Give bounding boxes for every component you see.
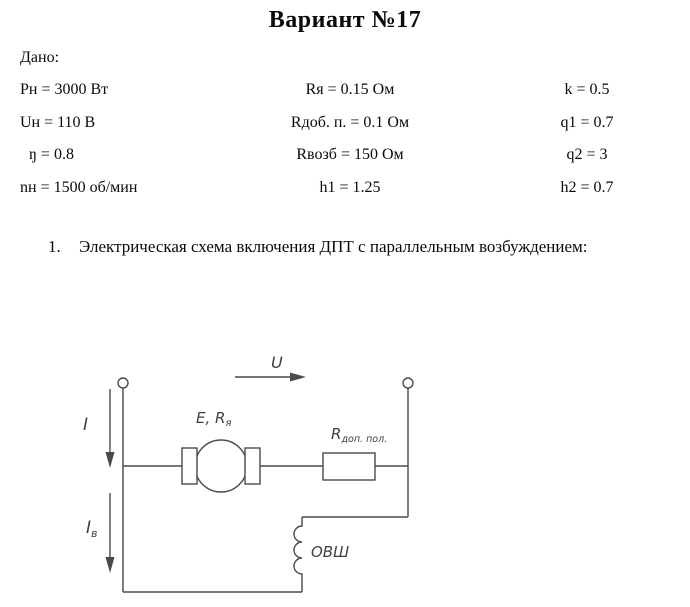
given-value-additional-resistance: Rдоб. п. = 0.1 Ом [290, 113, 410, 131]
field-winding-coil-icon [294, 517, 302, 592]
line-current-arrow-icon [106, 452, 115, 468]
armature-label: E, $R_я$ [196, 409, 232, 429]
voltage-arrow-icon [290, 373, 306, 382]
given-value-power: Рн = 3000 Вт [20, 81, 109, 98]
given-value-h1: h1 = 1.25 [319, 178, 381, 196]
section-heading [48, 237, 588, 257]
motor-armature-icon [195, 440, 247, 492]
page-title: Вариант №17 [268, 7, 422, 33]
line-current-label: I [83, 415, 89, 435]
brush-right-icon [245, 448, 260, 484]
given-value-h2: h2 = 0.7 [560, 178, 614, 196]
given-value-efficiency: ŋ = 0.8 [29, 146, 74, 163]
given-column-right [487, 74, 687, 204]
given-value-armature-resistance: Rя = 0.15 Ом [305, 81, 395, 98]
given-value-excitation-resistance: Rвозб = 150 Ом [296, 146, 404, 163]
circuit-diagram [50, 335, 450, 607]
brush-left-icon [182, 448, 197, 484]
left-terminal-icon [118, 378, 128, 388]
given-column-left [20, 74, 137, 204]
given-value-q2: q2 = 3 [566, 146, 608, 163]
section-title: Электрическая схема включения ДПТ с параллельным возбуждением: [79, 237, 588, 256]
field-current-arrow-icon [106, 557, 115, 573]
series-resistor-label: $R_{доп. пол.}$ [331, 425, 388, 445]
voltage-label: U [271, 353, 283, 372]
given-value-voltage: Uн = 110 В [20, 113, 96, 131]
given-value-k: k = 0.5 [564, 81, 610, 98]
right-terminal-icon [403, 378, 413, 388]
given-column-middle [250, 74, 450, 204]
field-current-label: $I_в$ [86, 518, 98, 540]
section-number: 1. [48, 237, 61, 256]
given-value-speed: nн = 1500 об/мин [20, 178, 138, 196]
field-winding-label: ОВШ [311, 543, 350, 561]
series-resistor-icon [323, 453, 375, 480]
given-label: Дано: [20, 49, 60, 66]
given-value-q1: q1 = 0.7 [560, 113, 614, 131]
